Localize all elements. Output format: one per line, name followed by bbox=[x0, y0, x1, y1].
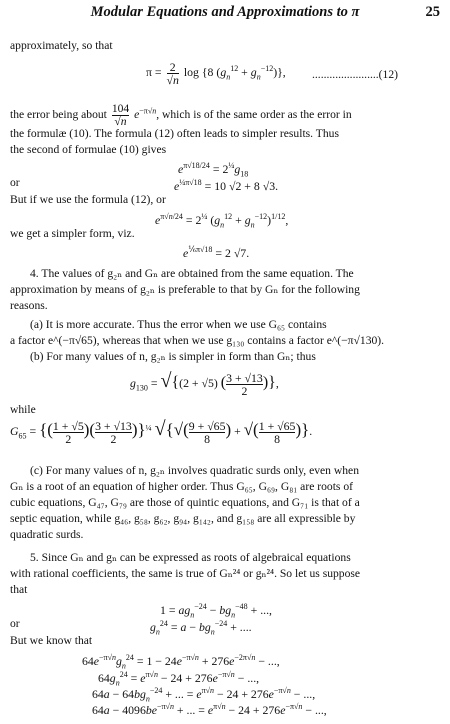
equation-g: $1 = ag_n^{-24} - bg_n^{-48}$ + ..., bbox=[160, 602, 272, 620]
text-line: cubic equations, G₄₇, G₇₉ are those of quintic equations, and G₇₁ is that of a bbox=[10, 496, 360, 509]
equation-c: $e^{\pi√n/24} = 2^{\frac{1}{4}}$ $(g_n^{12} + g_n^{-12})^{1/12}$, bbox=[155, 212, 289, 230]
text-line: reasons. bbox=[10, 299, 48, 312]
text-line: But we know that bbox=[10, 634, 93, 647]
text-line: a factor e^(−π√65), whereas that when we use g₁₃₀ contains a factor e^(−π√130). bbox=[10, 334, 385, 347]
text-line: But if we use the formula (12), or bbox=[10, 193, 166, 206]
text-line: the error being about $\frac{104}{√n}$ $e^{-\pi√n}$, which is of the same order as the error in bbox=[10, 102, 352, 128]
equation-l: $64a - 4096be^{-\pi√n}$ + ... = $e^{\pi√n} - 24 + 276e^{-\pi√n}$ − ..., bbox=[92, 702, 327, 717]
equation-12: π = $\frac{2}{√n}$ log {8 $(g_n^{12} + g_n^{-12})$}, bbox=[146, 60, 286, 87]
text-line: Gₙ is a root of an equation of higher order. Thus G₆₅, G₆₉, G₈₁ are roots of bbox=[10, 480, 353, 493]
section-5-line: 5. Since Gₙ and gₙ can be expressed as roots of algebraical equations bbox=[30, 551, 351, 564]
text-or: or bbox=[10, 176, 20, 189]
equation-d: $e^{\frac{1}{6}\pi√18} = 2$ √7. bbox=[183, 245, 250, 260]
text-line: approximately, so that bbox=[10, 39, 113, 52]
equation-h: $g_n^{24} = a - bg_n^{-24}$ + .... bbox=[150, 619, 252, 637]
text-line: the second of formulae (10) gives bbox=[10, 143, 167, 156]
equation-b: $e^{\frac{1}{4}\pi√18} = 10$ √2 + 8 √3. bbox=[174, 178, 279, 193]
equation-k: $64a - 64bg_n^{-24}$ + ... = $e^{\pi√n} - 24 + 276e^{-\pi√n}$ − ..., bbox=[92, 686, 316, 704]
equation-number-12: .......................(12) bbox=[312, 68, 398, 81]
text-line: we get a simpler form, viz. bbox=[10, 227, 135, 240]
text-line: with rational coefficients, the same is true of Gₙ²⁴ or gₙ²⁴. So let us suppose bbox=[10, 567, 361, 580]
text-or: or bbox=[10, 617, 20, 630]
text-line: quadratic surds. bbox=[10, 528, 84, 541]
text-line: (b) For many values of n, g₂ₙ is simpler in form than Gₙ; thus bbox=[30, 350, 316, 363]
equation-j: $64g_n^{24} = e^{\pi√n} - 24 + 276e^{-\pi√n}$ − ..., bbox=[98, 670, 260, 688]
text-line: that bbox=[10, 583, 28, 596]
equation-i: $64e^{-\pi√n}g_n^{24} = 1 - 24e^{-\pi√n} + 276e^{-2\pi√n}$ − ..., bbox=[82, 653, 280, 671]
equation-e: $g_{130} = √\{(2 + √5)$ ( $\frac{3 + √13}{2}$ )}, bbox=[130, 370, 279, 398]
running-title: Modular Equations and Approximations to π bbox=[90, 4, 360, 20]
equation-f: $G_{65}$ = {( $\frac{1 + √5}{2}$ )( $\frac{3 + √13}{2}$ )}$^{\frac{1}{4}}$ √{√( $\frac{9 + √65}{8}$ ) + √( $\frac{1 + √65}{8}$ )}. bbox=[10, 418, 313, 446]
text-while: while bbox=[10, 403, 36, 416]
page-number: 25 bbox=[425, 4, 440, 20]
text-line: (c) For many values of n, g₂ₙ involves quadratic surds only, even when bbox=[30, 464, 359, 477]
equation-a: $e^{\pi√18/24} = 2^{\frac{1}{4}}g_{18}$ bbox=[178, 161, 249, 179]
text-line: septic equation, while g₄₆, g₅₈, g₆₂, g₉₄, g₁₄₂, and g₁₅₈ are all expressible by bbox=[10, 512, 356, 525]
text-line: the formulæ (10). The formula (12) often leads to simpler results. Thus bbox=[10, 127, 339, 140]
section-4-line: 4. The values of g₂ₙ and Gₙ are obtained from the same equation. The bbox=[30, 267, 354, 280]
text-line: approximation by means of g₂ₙ is preferable to that by Gₙ for the following bbox=[10, 283, 360, 296]
text-line: (a) It is more accurate. Thus the error when we use G₆₅ contains bbox=[30, 318, 327, 331]
